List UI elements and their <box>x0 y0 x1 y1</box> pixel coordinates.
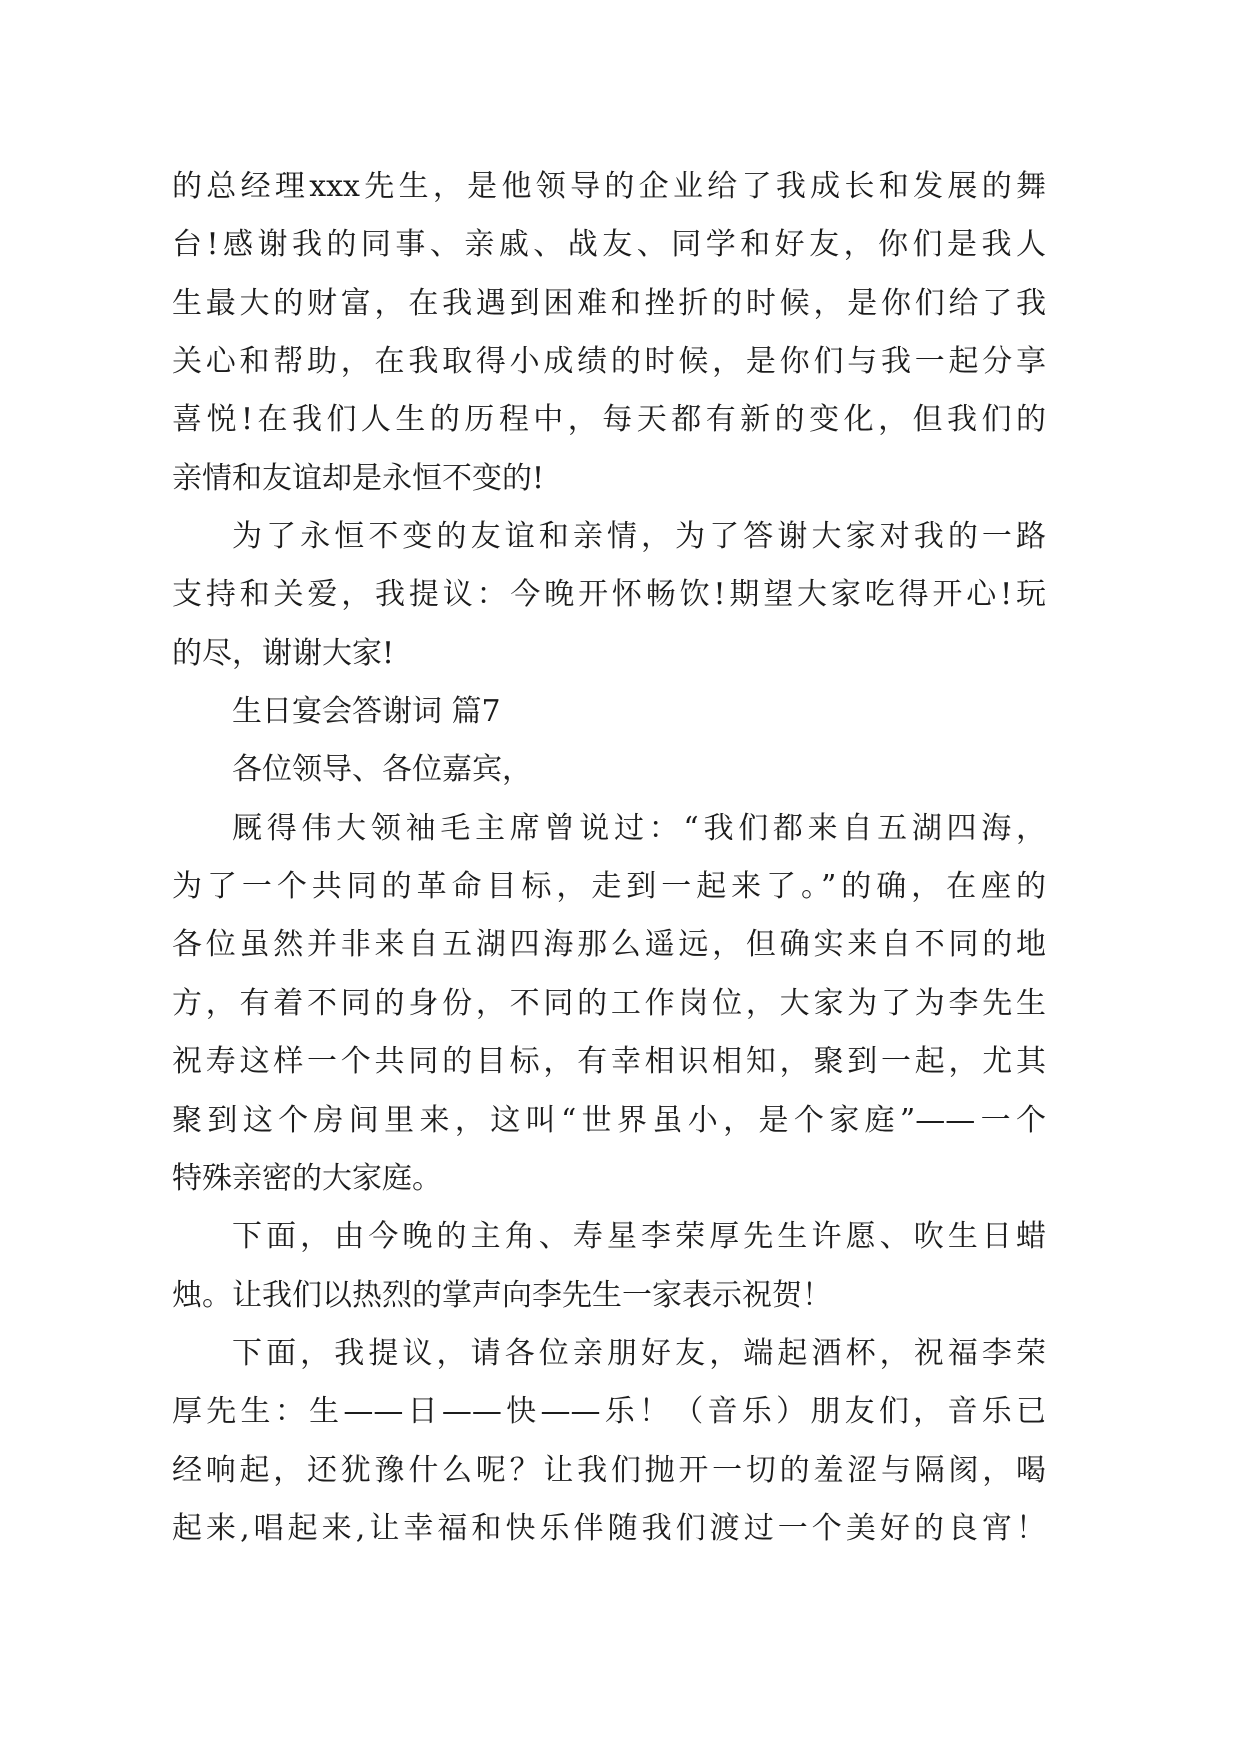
text-line: 聚到这个房间里来，这叫“世界虽小，是个家庭”——一个 <box>172 1102 1046 1138</box>
paragraph <box>172 508 1046 683</box>
paragraph <box>172 1208 1046 1325</box>
text-line: 下面，我提议，请各位亲朋好友，端起酒杯，祝福李荣 <box>232 1335 1046 1371</box>
section-heading <box>172 683 1046 741</box>
text-line: 经响起，还犹豫什么呢？让我们抛开一切的羞涩与隔阂，喝 <box>172 1452 1046 1488</box>
text-line: 为了一个共同的革命目标，走到一起来了。”的确，在座的 <box>172 869 1046 905</box>
paragraph <box>172 800 1046 1208</box>
text-line: 方，有着不同的身份，不同的工作岗位，大家为了为李先生 <box>172 985 1046 1021</box>
document-body <box>172 158 1046 1558</box>
text-line: 台!感谢我的同事、亲戚、战友、同学和好友，你们是我人 <box>172 227 1046 263</box>
text-line: 喜悦!在我们人生的历程中，每天都有新的变化，但我们的 <box>172 402 1046 438</box>
text-line: 厩得伟大领袖毛主席曾说过：“我们都来自五湖四海， <box>232 810 1046 846</box>
text-line: 烛。让我们以热烈的掌声向李先生一家表示祝贺！ <box>172 1277 832 1313</box>
paragraph <box>172 1325 1046 1558</box>
paragraph <box>172 158 1046 508</box>
text-line: 关心和帮助，在我取得小成绩的时候，是你们与我一起分享 <box>172 344 1046 380</box>
text-line: 为了永恒不变的友谊和亲情，为了答谢大家对我的一路 <box>232 519 1046 555</box>
text-line: 特殊亲密的大家庭。 <box>172 1160 442 1196</box>
text-line: 的尽，谢谢大家! <box>172 635 395 671</box>
text-line: 生最大的财富，在我遇到困难和挫折的时候，是你们给了我 <box>172 285 1046 321</box>
text-line: 祝寿这样一个共同的目标，有幸相识相知，聚到一起，尤其 <box>172 1044 1046 1080</box>
text-line: 各位领导、各位嘉宾， <box>232 752 532 788</box>
text-line: 起来,唱起来,让幸福和快乐伴随我们渡过一个美好的良宵！ <box>172 1510 1046 1546</box>
text-line: 厚先生：生——日——快——乐！（音乐）朋友们，音乐已 <box>172 1394 1046 1430</box>
heading-line: 生日宴会答谢词 篇7 <box>232 694 501 730</box>
text-line: 亲情和友谊却是永恒不变的! <box>172 460 545 496</box>
text-line: 的总经理xxx先生，是他领导的企业给了我成长和发展的舞 <box>172 169 1046 204</box>
salutation <box>172 741 1046 799</box>
text-line: 各位虽然并非来自五湖四海那么遥远，但确实来自不同的地 <box>172 927 1046 963</box>
text-line: 支持和关爱，我提议：今晚开怀畅饮!期望大家吃得开心!玩 <box>172 577 1046 613</box>
text-line: 下面，由今晚的主角、寿星李荣厚先生许愿、吹生日蜡 <box>232 1219 1046 1255</box>
